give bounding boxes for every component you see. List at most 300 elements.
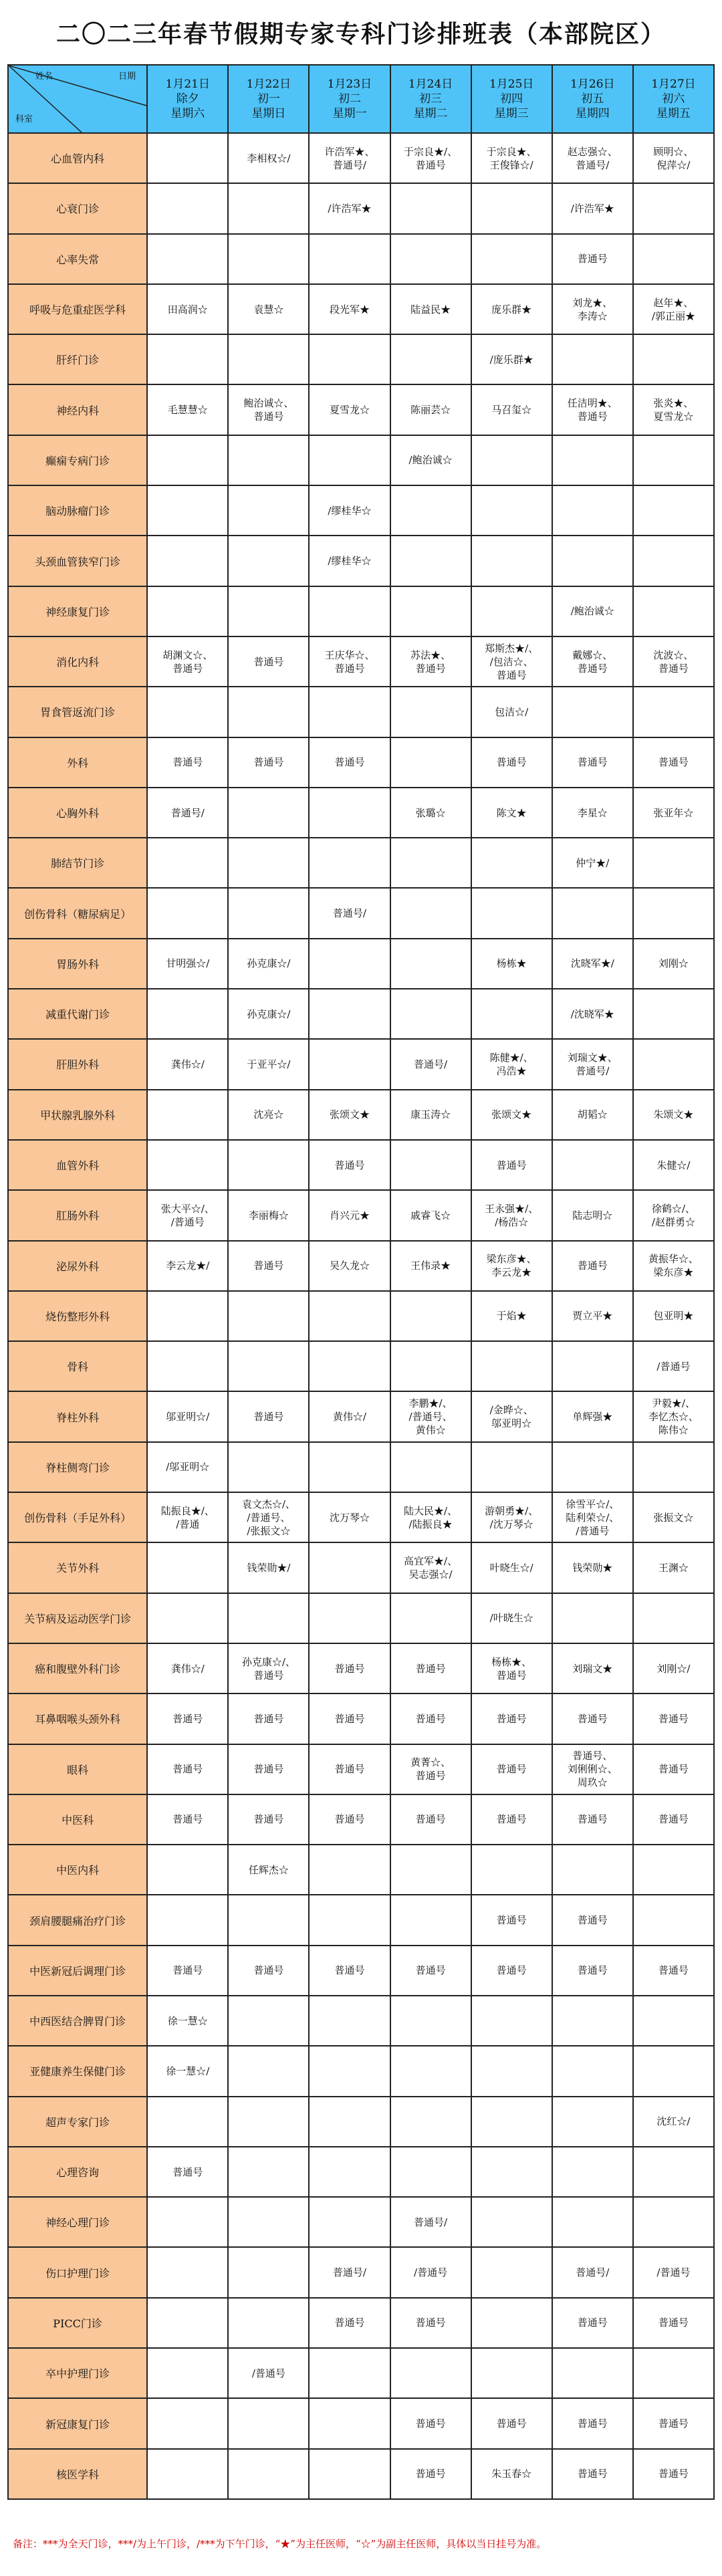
schedule-cell: 普通号 <box>471 1140 552 1190</box>
schedule-cell <box>228 2097 309 2147</box>
schedule-cell: 张璐☆ <box>390 788 471 838</box>
schedule-cell: /庞乐群★ <box>471 334 552 384</box>
schedule-cell: 普通号/ <box>552 2247 633 2297</box>
schedule-cell <box>552 1593 633 1643</box>
schedule-cell: 王庆华☆、 普通号 <box>309 636 390 687</box>
schedule-cell: 普通号/ <box>390 1039 471 1089</box>
schedule-cell <box>390 2046 471 2096</box>
department-name: 耳鼻咽喉头颈外科 <box>8 1693 147 1744</box>
schedule-cell: 普通号、 刘俐俐☆、 周玖☆ <box>552 1744 633 1794</box>
schedule-cell <box>471 2046 552 2096</box>
schedule-cell: 黄伟☆/ <box>309 1391 390 1441</box>
schedule-cell: 徐一慧☆ <box>147 1996 228 2046</box>
table-row <box>8 586 714 636</box>
schedule-cell: 普通号 <box>147 2147 228 2197</box>
schedule-cell: 庞乐群★ <box>471 284 552 334</box>
table-row <box>8 1542 714 1593</box>
department-name: 烧伤整形外科 <box>8 1291 147 1341</box>
department-name: 甲状腺乳腺外科 <box>8 1090 147 1140</box>
schedule-cell <box>228 586 309 636</box>
schedule-cell: 普通号 <box>471 1946 552 1996</box>
schedule-cell: 普通号 <box>309 1140 390 1190</box>
schedule-cell <box>147 2298 228 2348</box>
table-row <box>8 133 714 183</box>
schedule-cell: 普通号/ <box>147 788 228 838</box>
table-row <box>8 284 714 334</box>
table-row <box>8 183 714 233</box>
schedule-cell <box>228 2298 309 2348</box>
schedule-cell <box>309 1341 390 1391</box>
schedule-cell: 杨栋★ <box>471 939 552 989</box>
schedule-cell: 沈晓军★/ <box>552 939 633 989</box>
schedule-cell: 钱荣勋★ <box>552 1542 633 1593</box>
schedule-cell <box>309 838 390 888</box>
schedule-cell <box>471 2097 552 2147</box>
schedule-cell: /普通号 <box>228 2348 309 2398</box>
schedule-cell: 袁慧☆ <box>228 284 309 334</box>
schedule-cell <box>147 2197 228 2247</box>
schedule-cell: 普通号 <box>228 1693 309 1744</box>
department-name: 关节病及运动医学门诊 <box>8 1593 147 1643</box>
schedule-cell <box>228 2197 309 2247</box>
department-name: 骨科 <box>8 1341 147 1391</box>
schedule-cell <box>552 687 633 737</box>
schedule-cell <box>228 1140 309 1190</box>
department-name: 心理咨询 <box>8 2147 147 2197</box>
corner-dept-label: 科室 <box>15 114 33 124</box>
table-row <box>8 2046 714 2096</box>
schedule-cell <box>147 2449 228 2499</box>
table-row <box>8 2449 714 2499</box>
schedule-cell: 普通号 <box>552 1693 633 1744</box>
schedule-cell <box>309 1442 390 1492</box>
schedule-cell <box>633 2046 714 2096</box>
schedule-cell <box>390 536 471 586</box>
schedule-cell: /许浩军★ <box>309 183 390 233</box>
table-row <box>8 2398 714 2448</box>
schedule-cell <box>228 435 309 485</box>
schedule-cell <box>228 888 309 938</box>
schedule-cell <box>633 536 714 586</box>
schedule-cell: 马召玺☆ <box>471 384 552 435</box>
schedule-cell: 王渊☆ <box>633 1542 714 1593</box>
schedule-cell: 吴久龙☆ <box>309 1241 390 1291</box>
schedule-cell: 普通号 <box>390 1794 471 1845</box>
schedule-cell <box>390 1140 471 1190</box>
schedule-cell <box>471 1845 552 1895</box>
schedule-cell: 普通号 <box>552 1895 633 1945</box>
schedule-cell <box>633 2348 714 2398</box>
day-header: 1月21日 除夕 星期六 <box>147 65 228 133</box>
department-name: 心血管内科 <box>8 133 147 183</box>
schedule-cell <box>390 2097 471 2147</box>
schedule-cell: 普通号 <box>552 2398 633 2448</box>
schedule-cell: 普通号 <box>147 1794 228 1845</box>
schedule-cell <box>390 838 471 888</box>
schedule-cell: 普通号 <box>552 1241 633 1291</box>
schedule-cell <box>228 536 309 586</box>
department-name: 神经康复门诊 <box>8 586 147 636</box>
department-name: 血管外科 <box>8 1140 147 1190</box>
schedule-cell <box>309 586 390 636</box>
department-name: 肝纤门诊 <box>8 334 147 384</box>
department-name: 创伤骨科（糖尿病足） <box>8 888 147 938</box>
schedule-cell <box>552 1341 633 1391</box>
table-row <box>8 2097 714 2147</box>
schedule-cell: 普通号 <box>147 1744 228 1794</box>
schedule-cell <box>552 888 633 938</box>
schedule-cell: 普通号 <box>309 1693 390 1744</box>
schedule-cell: 张振文☆ <box>633 1492 714 1542</box>
schedule-cell: 任辉杰☆ <box>228 1845 309 1895</box>
schedule-cell: /普通号 <box>633 1341 714 1391</box>
department-name: 癫痫专病门诊 <box>8 435 147 485</box>
schedule-cell: 戚睿飞☆ <box>390 1190 471 1240</box>
schedule-cell <box>147 485 228 536</box>
schedule-cell: 包洁☆/ <box>471 687 552 737</box>
schedule-cell <box>228 234 309 284</box>
schedule-cell: 刘瑞文★、 普通号/ <box>552 1039 633 1089</box>
schedule-cell: 普通号 <box>552 2449 633 2499</box>
table-row <box>8 838 714 888</box>
department-name: 脊柱侧弯门诊 <box>8 1442 147 1492</box>
department-name: 核医学科 <box>8 2449 147 2499</box>
schedule-cell: 徐鹤☆/、 /赵群勇☆ <box>633 1190 714 1240</box>
schedule-cell: /鲍治诚☆ <box>390 435 471 485</box>
schedule-cell <box>633 1442 714 1492</box>
schedule-cell <box>309 687 390 737</box>
schedule-cell <box>633 687 714 737</box>
schedule-cell <box>309 2449 390 2499</box>
schedule-cell: 仲宁★/ <box>552 838 633 888</box>
schedule-cell <box>147 133 228 183</box>
schedule-cell: 普通号 <box>471 1895 552 1945</box>
schedule-cell <box>471 1341 552 1391</box>
schedule-cell: 胡韬☆ <box>552 1090 633 1140</box>
schedule-cell: 钱荣勋★/ <box>228 1542 309 1593</box>
schedule-cell <box>552 2097 633 2147</box>
schedule-cell <box>633 2197 714 2247</box>
schedule-cell <box>309 2348 390 2398</box>
schedule-cell <box>552 334 633 384</box>
schedule-cell: 朱玉春☆ <box>471 2449 552 2499</box>
schedule-cell <box>552 1996 633 2046</box>
table-row <box>8 1946 714 1996</box>
table-row <box>8 636 714 687</box>
table-row <box>8 334 714 384</box>
schedule-cell: 王永强★/、 /杨浩☆ <box>471 1190 552 1240</box>
schedule-cell: 普通号 <box>390 1643 471 1693</box>
schedule-cell: 陆大民★/、 /陆振良★ <box>390 1492 471 1542</box>
day-header: 1月26日 初五 星期四 <box>552 65 633 133</box>
schedule-cell: 李云龙★/ <box>147 1241 228 1291</box>
footer-note: 备注：***为全天门诊，***/为上午门诊，/***为下午门诊，“★”为主任医师，“☆”为副主任医师，具体以当日挂号为准。 <box>13 2537 547 2550</box>
department-name: 外科 <box>8 737 147 788</box>
schedule-cell: 普通号 <box>552 234 633 284</box>
department-name: 减重代谢门诊 <box>8 989 147 1039</box>
table-row <box>8 435 714 485</box>
schedule-cell <box>390 888 471 938</box>
table-row <box>8 1794 714 1845</box>
schedule-cell: 张亚年☆ <box>633 788 714 838</box>
schedule-cell: 沈万琴☆ <box>309 1492 390 1542</box>
schedule-cell <box>633 2147 714 2197</box>
department-name: 脑动脉瘤门诊 <box>8 485 147 536</box>
department-name: 泌尿外科 <box>8 1241 147 1291</box>
department-name: 超声专家门诊 <box>8 2097 147 2147</box>
schedule-cell: 朱颂文★ <box>633 1090 714 1140</box>
schedule-cell <box>390 737 471 788</box>
schedule-cell: 夏雪龙☆ <box>309 384 390 435</box>
schedule-cell <box>390 485 471 536</box>
schedule-cell <box>633 1845 714 1895</box>
schedule-cell: 龚伟☆/ <box>147 1643 228 1693</box>
schedule-cell: 胡渊文☆、 普通号 <box>147 636 228 687</box>
schedule-cell <box>390 1442 471 1492</box>
schedule-cell: 于焰★ <box>471 1291 552 1341</box>
schedule-cell: 包亚明★ <box>633 1291 714 1341</box>
department-name: 中医新冠后调理门诊 <box>8 1946 147 1996</box>
schedule-cell: 田高润☆ <box>147 284 228 334</box>
schedule-cell: 普通号 <box>147 1946 228 1996</box>
schedule-cell <box>309 788 390 838</box>
department-name: PICC门诊 <box>8 2298 147 2348</box>
schedule-cell <box>228 2046 309 2096</box>
schedule-cell: 邬亚明☆/ <box>147 1391 228 1441</box>
schedule-cell: 李丽梅☆ <box>228 1190 309 1240</box>
schedule-cell <box>390 1341 471 1391</box>
schedule-cell <box>633 586 714 636</box>
schedule-cell: 肖兴元★ <box>309 1190 390 1240</box>
schedule-cell: /缪桂华☆ <box>309 485 390 536</box>
schedule-cell: 普通号 <box>228 1794 309 1845</box>
table-row <box>8 737 714 788</box>
schedule-cell: 毛慧慧☆ <box>147 384 228 435</box>
schedule-cell <box>147 586 228 636</box>
schedule-cell: 孙克康☆/ <box>228 939 309 989</box>
schedule-cell: 普通号 <box>633 1794 714 1845</box>
schedule-cell <box>390 1845 471 1895</box>
department-name: 关节外科 <box>8 1542 147 1593</box>
schedule-cell: 刘刚☆ <box>633 939 714 989</box>
schedule-cell: 梁东彦★、 李云龙★ <box>471 1241 552 1291</box>
schedule-cell: 普通号 <box>390 1946 471 1996</box>
schedule-cell <box>390 183 471 233</box>
schedule-cell <box>228 1996 309 2046</box>
schedule-cell: 普通号 <box>633 1946 714 1996</box>
schedule-cell <box>471 2147 552 2197</box>
schedule-cell <box>228 2449 309 2499</box>
schedule-cell <box>309 2147 390 2197</box>
schedule-cell <box>471 485 552 536</box>
schedule-cell <box>552 2147 633 2197</box>
schedule-cell <box>471 1442 552 1492</box>
schedule-cell <box>390 1996 471 2046</box>
schedule-cell <box>309 989 390 1039</box>
table-row <box>8 1241 714 1291</box>
schedule-cell: 游朝勇★/、 /沈万琴☆ <box>471 1492 552 1542</box>
schedule-cell <box>471 435 552 485</box>
schedule-cell <box>309 2398 390 2448</box>
schedule-cell: 普通号 <box>309 1643 390 1693</box>
schedule-cell: 普通号 <box>309 1946 390 1996</box>
schedule-cell <box>228 2247 309 2297</box>
schedule-cell: 龚伟☆/ <box>147 1039 228 1089</box>
schedule-cell <box>552 2197 633 2247</box>
schedule-cell <box>309 1593 390 1643</box>
schedule-cell <box>228 334 309 384</box>
schedule-cell: 郑斯杰★/、 /包洁☆、 普通号 <box>471 636 552 687</box>
schedule-cell <box>552 1442 633 1492</box>
department-name: 呼吸与危重症医学科 <box>8 284 147 334</box>
department-name: 创伤骨科（手足外科） <box>8 1492 147 1542</box>
schedule-cell: 叶晓生☆/ <box>471 1542 552 1593</box>
schedule-cell <box>390 1593 471 1643</box>
schedule-cell: 普通号 <box>471 1693 552 1744</box>
schedule-cell: 陈文★ <box>471 788 552 838</box>
schedule-cell: 普通号 <box>228 636 309 687</box>
schedule-cell <box>147 334 228 384</box>
schedule-cell: 单辉强★ <box>552 1391 633 1441</box>
schedule-cell <box>147 1090 228 1140</box>
table-row <box>8 2147 714 2197</box>
table-row <box>8 1291 714 1341</box>
department-name: 脊柱外科 <box>8 1391 147 1441</box>
schedule-cell <box>147 435 228 485</box>
schedule-table <box>7 64 715 2500</box>
schedule-cell <box>147 2398 228 2448</box>
schedule-cell <box>633 1895 714 1945</box>
schedule-cell <box>633 485 714 536</box>
schedule-cell <box>390 2147 471 2197</box>
schedule-cell: 陆振良★/、 /普通 <box>147 1492 228 1542</box>
table-row <box>8 2298 714 2348</box>
table-row <box>8 888 714 938</box>
schedule-cell <box>471 1996 552 2046</box>
schedule-cell <box>633 234 714 284</box>
schedule-cell: /普通号 <box>390 2247 471 2297</box>
department-name: 消化内科 <box>8 636 147 687</box>
department-name: 中西医结合脾胃门诊 <box>8 1996 147 2046</box>
table-row <box>8 788 714 838</box>
schedule-cell <box>390 1291 471 1341</box>
schedule-cell <box>552 485 633 536</box>
schedule-cell: 李相权☆/ <box>228 133 309 183</box>
schedule-cell: 普通号 <box>633 1693 714 1744</box>
schedule-cell: /缪桂华☆ <box>309 536 390 586</box>
schedule-cell <box>471 2298 552 2348</box>
table-row <box>8 1039 714 1089</box>
schedule-cell <box>390 234 471 284</box>
schedule-cell <box>390 687 471 737</box>
schedule-cell: 普通号 <box>147 1693 228 1744</box>
schedule-cell: /沈晓军★ <box>552 989 633 1039</box>
schedule-cell <box>552 1845 633 1895</box>
schedule-cell <box>309 234 390 284</box>
schedule-cell <box>390 1895 471 1945</box>
schedule-cell: 顾明☆、 倪萍☆/ <box>633 133 714 183</box>
schedule-cell: 普通号 <box>471 1794 552 1845</box>
schedule-cell: 普通号 <box>552 737 633 788</box>
schedule-cell <box>309 1542 390 1593</box>
schedule-cell: 孙克康☆/、 普通号 <box>228 1643 309 1693</box>
department-name: 新冠康复门诊 <box>8 2398 147 2448</box>
schedule-cell: 于亚平☆/ <box>228 1039 309 1089</box>
schedule-cell: 普通号 <box>633 2449 714 2499</box>
department-name: 亚健康养生保健门诊 <box>8 2046 147 2096</box>
table-row <box>8 2197 714 2247</box>
schedule-cell <box>390 989 471 1039</box>
schedule-cell: 赵志强☆、 普通号/ <box>552 133 633 183</box>
schedule-cell <box>309 1039 390 1089</box>
department-name: 心衰门诊 <box>8 183 147 233</box>
day-header: 1月25日 初四 星期三 <box>471 65 552 133</box>
schedule-cell <box>228 2147 309 2197</box>
schedule-cell: 陆志明☆ <box>552 1190 633 1240</box>
schedule-cell <box>228 2398 309 2448</box>
schedule-cell <box>633 1039 714 1089</box>
department-name: 卒中护理门诊 <box>8 2348 147 2398</box>
department-name: 中医科 <box>8 1794 147 1845</box>
schedule-cell: 普通号 <box>228 1241 309 1291</box>
schedule-cell: 于宗良★/、 普通号 <box>390 133 471 183</box>
corner-date-label: 日期 <box>118 72 136 82</box>
schedule-cell: 普通号 <box>552 1946 633 1996</box>
schedule-cell <box>228 788 309 838</box>
schedule-cell: 普通号 <box>228 1946 309 1996</box>
schedule-cell: 普通号 <box>228 1391 309 1441</box>
schedule-cell <box>147 1291 228 1341</box>
schedule-cell: 甘明强☆/ <box>147 939 228 989</box>
table-row <box>8 1492 714 1542</box>
schedule-cell <box>390 586 471 636</box>
schedule-cell: 普通号 <box>390 2449 471 2499</box>
schedule-cell: /许浩军★ <box>552 183 633 233</box>
table-row <box>8 1643 714 1693</box>
schedule-cell <box>471 536 552 586</box>
schedule-cell <box>309 1895 390 1945</box>
schedule-cell: 普通号 <box>471 737 552 788</box>
schedule-cell: 普通号/ <box>309 2247 390 2297</box>
schedule-cell: 任洁明★、 普通号 <box>552 384 633 435</box>
table-row <box>8 1341 714 1391</box>
department-name: 神经内科 <box>8 384 147 435</box>
department-name: 胃肠外科 <box>8 939 147 989</box>
schedule-cell <box>633 334 714 384</box>
schedule-cell <box>471 989 552 1039</box>
schedule-cell: 普通号 <box>147 737 228 788</box>
schedule-cell: 普通号 <box>309 737 390 788</box>
department-name: 心率失常 <box>8 234 147 284</box>
schedule-cell <box>147 687 228 737</box>
schedule-cell: 徐雪平☆/、 陆利荣☆/、 /普通号 <box>552 1492 633 1542</box>
schedule-cell: /邬亚明☆ <box>147 1442 228 1492</box>
schedule-cell <box>147 1895 228 1945</box>
schedule-cell <box>228 1895 309 1945</box>
schedule-cell <box>147 2348 228 2398</box>
schedule-cell <box>309 2046 390 2096</box>
schedule-cell: 普通号 <box>633 2398 714 2448</box>
schedule-cell <box>147 536 228 586</box>
schedule-cell <box>147 1593 228 1643</box>
schedule-cell: 普通号 <box>633 737 714 788</box>
schedule-cell <box>147 888 228 938</box>
department-name: 肺结节门诊 <box>8 838 147 888</box>
schedule-cell: 普通号 <box>390 2398 471 2448</box>
schedule-cell <box>309 2197 390 2247</box>
corner-cell <box>8 65 147 133</box>
schedule-cell: 普通号 <box>471 2398 552 2448</box>
